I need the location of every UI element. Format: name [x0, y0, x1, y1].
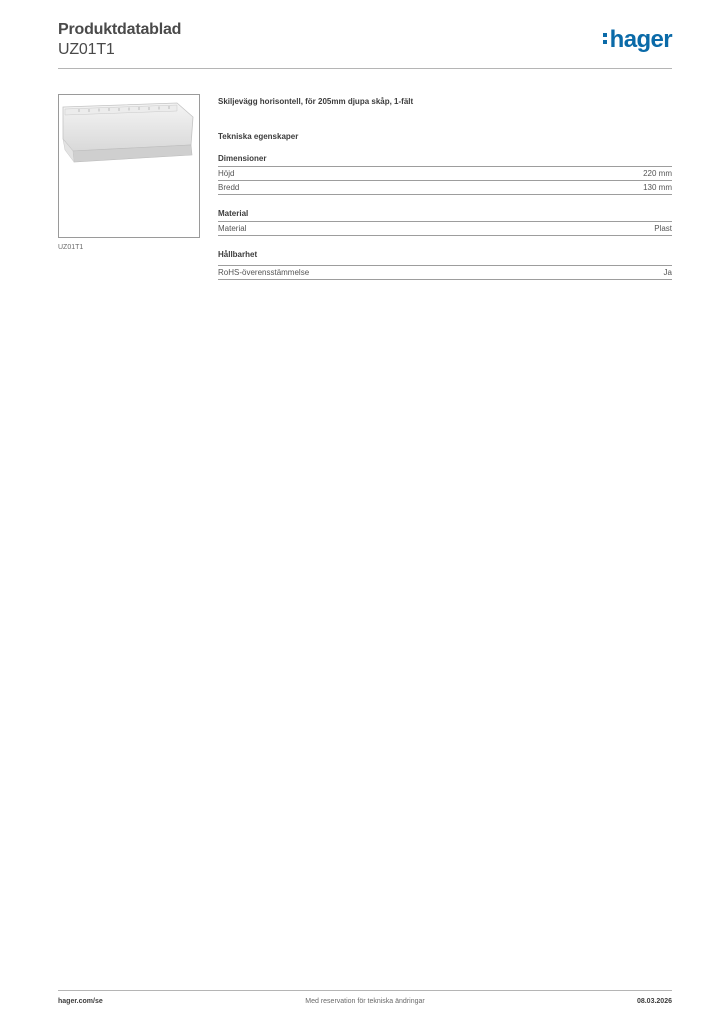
page-footer: [58, 998, 672, 1010]
product-description: Skiljevägg horisontell, för 205mm djupa skåp, 1-fält: [218, 97, 414, 106]
document-title: Produktdatablad: [58, 21, 182, 38]
footer-divider: [58, 990, 672, 991]
product-code: UZ01T1: [58, 41, 115, 58]
document-header: [58, 20, 181, 60]
product-specifications: [218, 96, 672, 280]
spec-value: 130 mm: [643, 183, 672, 192]
header-divider: [58, 68, 672, 69]
group-heading-material: Material: [218, 209, 249, 218]
spec-label: Material: [218, 224, 247, 233]
logo-dots-icon: [603, 30, 608, 46]
section-heading: Tekniska egenskaper: [218, 132, 299, 141]
spec-value: Plast: [654, 224, 672, 233]
group-heading-dimensions: Dimensioner: [218, 154, 267, 163]
spec-row: [218, 222, 672, 236]
spec-value: Ja: [663, 268, 672, 277]
spec-value: 220 mm: [643, 169, 672, 178]
spec-row: [218, 167, 672, 181]
spec-label: RoHS-överensstämmelse: [218, 268, 310, 277]
spec-label: Bredd: [218, 183, 240, 192]
group-heading-sustainability: Hållbarhet: [218, 250, 258, 259]
footer-website-link[interactable]: hager.com/se: [58, 998, 103, 1005]
spec-row: [218, 181, 672, 195]
hager-logo: [603, 26, 672, 54]
spec-label: Höjd: [218, 169, 235, 178]
logo-text: hager: [609, 26, 672, 53]
spec-row: [218, 266, 672, 280]
footer-disclaimer: Med reservation för tekniska ändringar: [305, 998, 425, 1005]
footer-date: 08.03.2026: [636, 998, 672, 1005]
partition-plate-icon: [59, 95, 199, 237]
image-caption: UZ01T1: [58, 244, 84, 251]
product-image: [58, 94, 200, 238]
